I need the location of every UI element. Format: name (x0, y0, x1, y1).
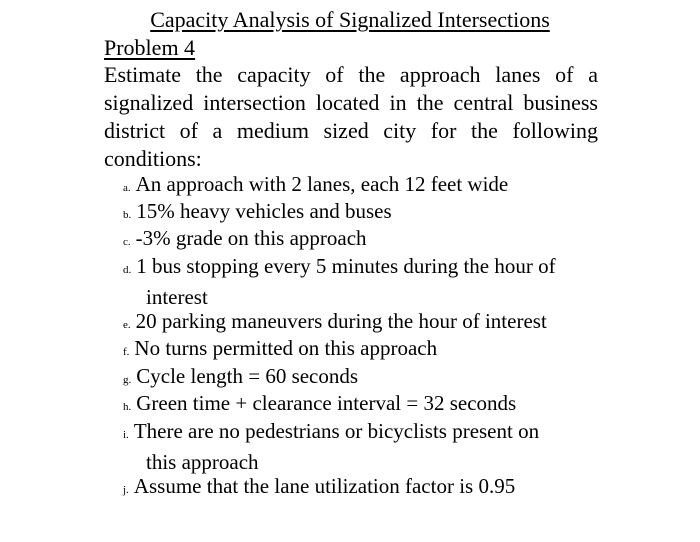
condition-text: Cycle length = 60 seconds (136, 364, 359, 388)
document-title: Capacity Analysis of Signalized Intersections (150, 7, 550, 32)
condition-text: 15% heavy vehicles and buses (136, 199, 392, 223)
condition-marker: e. (123, 319, 131, 331)
condition-text: 1 bus stopping every 5 minutes during the hour of (136, 254, 556, 278)
condition-text: No turns permitted on this approach (134, 336, 438, 360)
condition-item (123, 418, 539, 476)
condition-text: There are no pedestrians or bicyclists present on (133, 419, 540, 443)
condition-item (123, 225, 367, 256)
condition-item (123, 253, 556, 311)
condition-marker: c. (123, 236, 131, 248)
condition-marker: i. (123, 429, 129, 441)
condition-item (123, 390, 516, 421)
condition-text: Assume that the lane utilization factor is 0.95 (133, 474, 516, 498)
condition-continuation: interest (146, 285, 208, 309)
condition-marker: h. (123, 401, 132, 413)
condition-marker: f. (123, 346, 130, 358)
condition-marker: b. (123, 209, 132, 221)
condition-marker: d. (123, 264, 132, 276)
condition-text: 20 parking maneuvers during the hour of interest (135, 309, 547, 333)
condition-text: An approach with 2 lanes, each 12 feet wide (135, 172, 509, 196)
condition-text: -3% grade on this approach (135, 226, 367, 250)
problem-intro: Estimate the capacity of the approach lanes of a signalized intersection located in the central business district of a medium sized city for the following conditions: (104, 62, 598, 171)
condition-marker: a. (123, 182, 131, 194)
problem-label: Problem 4 (104, 35, 196, 60)
condition-text: Green time + clearance interval = 32 seconds (136, 391, 517, 415)
condition-marker: j. (123, 484, 129, 496)
condition-marker: g. (123, 374, 132, 386)
condition-item (123, 473, 515, 504)
condition-continuation: this approach (146, 450, 259, 474)
condition-item (123, 335, 437, 366)
